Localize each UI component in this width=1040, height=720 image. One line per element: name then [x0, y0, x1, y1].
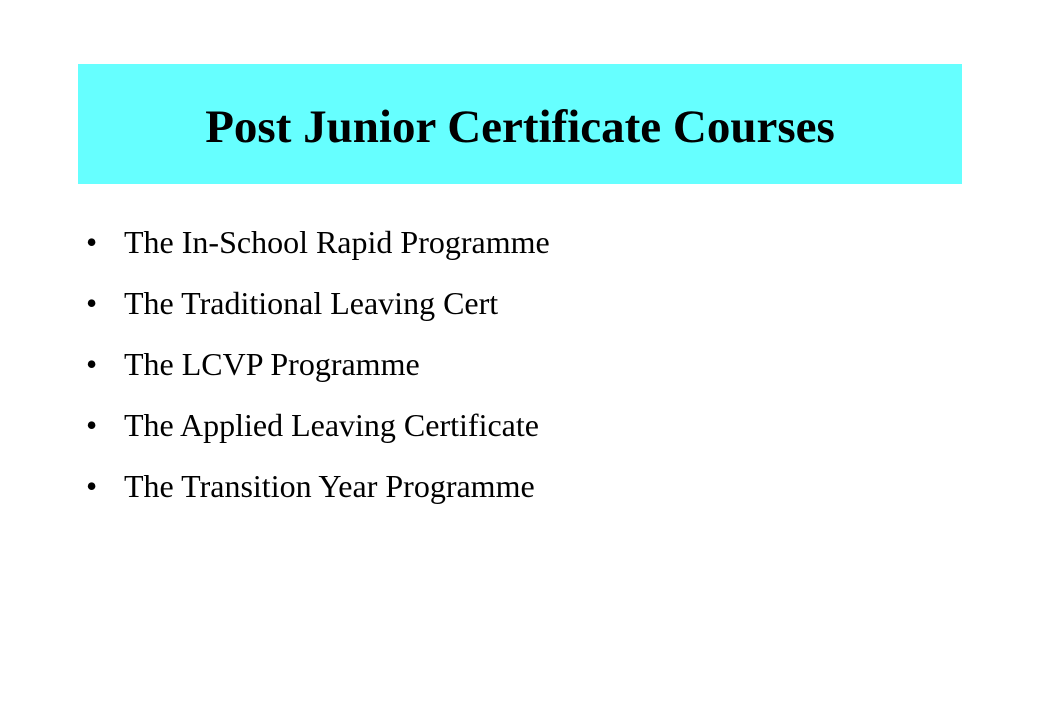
bullet-icon: • [86, 224, 98, 260]
bullet-icon: • [86, 346, 98, 382]
list-item-text: The Applied Leaving Certificate [124, 407, 539, 443]
list-item-text: The LCVP Programme [124, 346, 420, 382]
list-item [86, 344, 550, 405]
title-banner [78, 64, 962, 184]
bullet-icon: • [86, 407, 98, 443]
list-item-text: The Traditional Leaving Cert [124, 285, 499, 321]
list-item [86, 405, 550, 466]
list-item-text: The In-School Rapid Programme [124, 224, 550, 260]
list-item [86, 466, 550, 527]
bullet-icon: • [86, 468, 98, 504]
course-list [86, 222, 550, 527]
list-item [86, 222, 550, 283]
list-item [86, 283, 550, 344]
bullet-icon: • [86, 285, 98, 321]
slide-title: Post Junior Certificate Courses [205, 100, 835, 153]
list-item-text: The Transition Year Programme [124, 468, 535, 504]
